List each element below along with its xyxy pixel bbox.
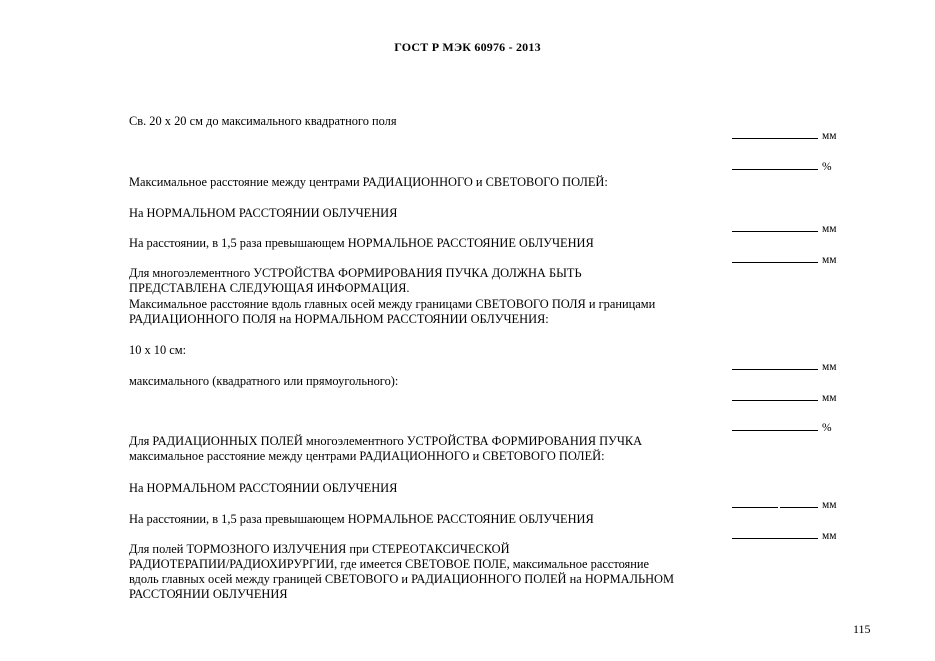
text-line: Для многоэлементного УСТРОЙСТВА ФОРМИРОВАНИЯ ПУЧКА ДОЛЖНА БЫТЬ [129, 266, 582, 280]
fill-in-line [780, 497, 818, 508]
blank-field-mm [732, 497, 837, 511]
text-line: Максимальное расстояние между центрами РАДИАЦИОННОГО и СВЕТОВОГО ПОЛЕЙ: [129, 175, 608, 189]
text-line: РАДИАЦИОННОГО ПОЛЯ на НОРМАЛЬНОМ РАССТОЯНИИ ОБЛУЧЕНИЯ: [129, 312, 549, 326]
text-line: ПРЕДСТАВЛЕНА СЛЕДУЮЩАЯ ИНФОРМАЦИЯ. [129, 281, 410, 295]
fill-in-line [732, 359, 818, 370]
text-line: РАССТОЯНИИ ОБЛУЧЕНИЯ [129, 587, 288, 601]
fill-in-line [732, 221, 818, 232]
text-line: На расстоянии, в 1,5 раза превышающем НОРМАЛЬНОЕ РАССТОЯНИЕ ОБЛУЧЕНИЯ [129, 512, 594, 526]
blank-field-mm [732, 221, 837, 235]
blank-field-percent [732, 159, 832, 173]
unit-label: % [822, 161, 832, 173]
blank-field-mm [732, 390, 837, 404]
blank-field-mm [732, 528, 837, 542]
blank-field-percent [732, 420, 832, 434]
text-line: Для полей ТОРМОЗНОГО ИЗЛУЧЕНИЯ при СТЕРЕОТАКСИЧЕСКОЙ [129, 542, 510, 556]
unit-label: мм [822, 361, 837, 373]
unit-label: мм [822, 392, 837, 404]
fill-in-line [732, 252, 818, 263]
unit-label: % [822, 422, 832, 434]
text-line: максимального (квадратного или прямоугольного): [129, 374, 399, 388]
fill-in-line [732, 420, 818, 431]
text-line: максимальное расстояние между центрами РАДИАЦИОННОГО и СВЕТОВОГО ПОЛЕЙ: [129, 449, 605, 463]
text-line: На НОРМАЛЬНОМ РАССТОЯНИИ ОБЛУЧЕНИЯ [129, 206, 398, 220]
text-line: Св. 20 х 20 см до максимального квадратного поля [129, 114, 397, 128]
fill-in-line [732, 497, 778, 508]
page-number: 115 [853, 622, 871, 636]
text-line: 10 х 10 см: [129, 343, 187, 357]
text-line: вдоль главных осей между границей СВЕТОВОГО и РАДИАЦИОННОГО ПОЛЕЙ на НОРМАЛЬНОМ [129, 572, 675, 586]
unit-label: мм [822, 254, 837, 266]
unit-label: мм [822, 499, 837, 511]
blank-field-mm [732, 359, 837, 373]
blank-field-mm [732, 252, 837, 266]
unit-label: мм [822, 223, 837, 235]
page-header: ГОСТ Р МЭК 60976 - 2013 [394, 40, 541, 54]
unit-label: мм [822, 530, 837, 542]
fill-in-line [732, 390, 818, 401]
text-line: РАДИОТЕРАПИИ/РАДИОХИРУРГИИ, где имеется СВЕТОВОЕ ПОЛЕ, максимальное расстояние [129, 557, 650, 571]
text-line: На расстоянии, в 1,5 раза превышающем НОРМАЛЬНОЕ РАССТОЯНИЕ ОБЛУЧЕНИЯ [129, 236, 594, 250]
blank-field-mm [732, 128, 837, 142]
fill-in-line [732, 128, 818, 139]
text-line: Для РАДИАЦИОННЫХ ПОЛЕЙ многоэлементного УСТРОЙСТВА ФОРМИРОВАНИЯ ПУЧКА [129, 434, 643, 448]
fill-in-line [732, 528, 818, 539]
fill-in-line [732, 159, 818, 170]
text-line: На НОРМАЛЬНОМ РАССТОЯНИИ ОБЛУЧЕНИЯ [129, 481, 398, 495]
unit-label: мм [822, 130, 837, 142]
text-line: Максимальное расстояние вдоль главных осей между границами СВЕТОВОГО ПОЛЯ и границами [129, 297, 656, 311]
